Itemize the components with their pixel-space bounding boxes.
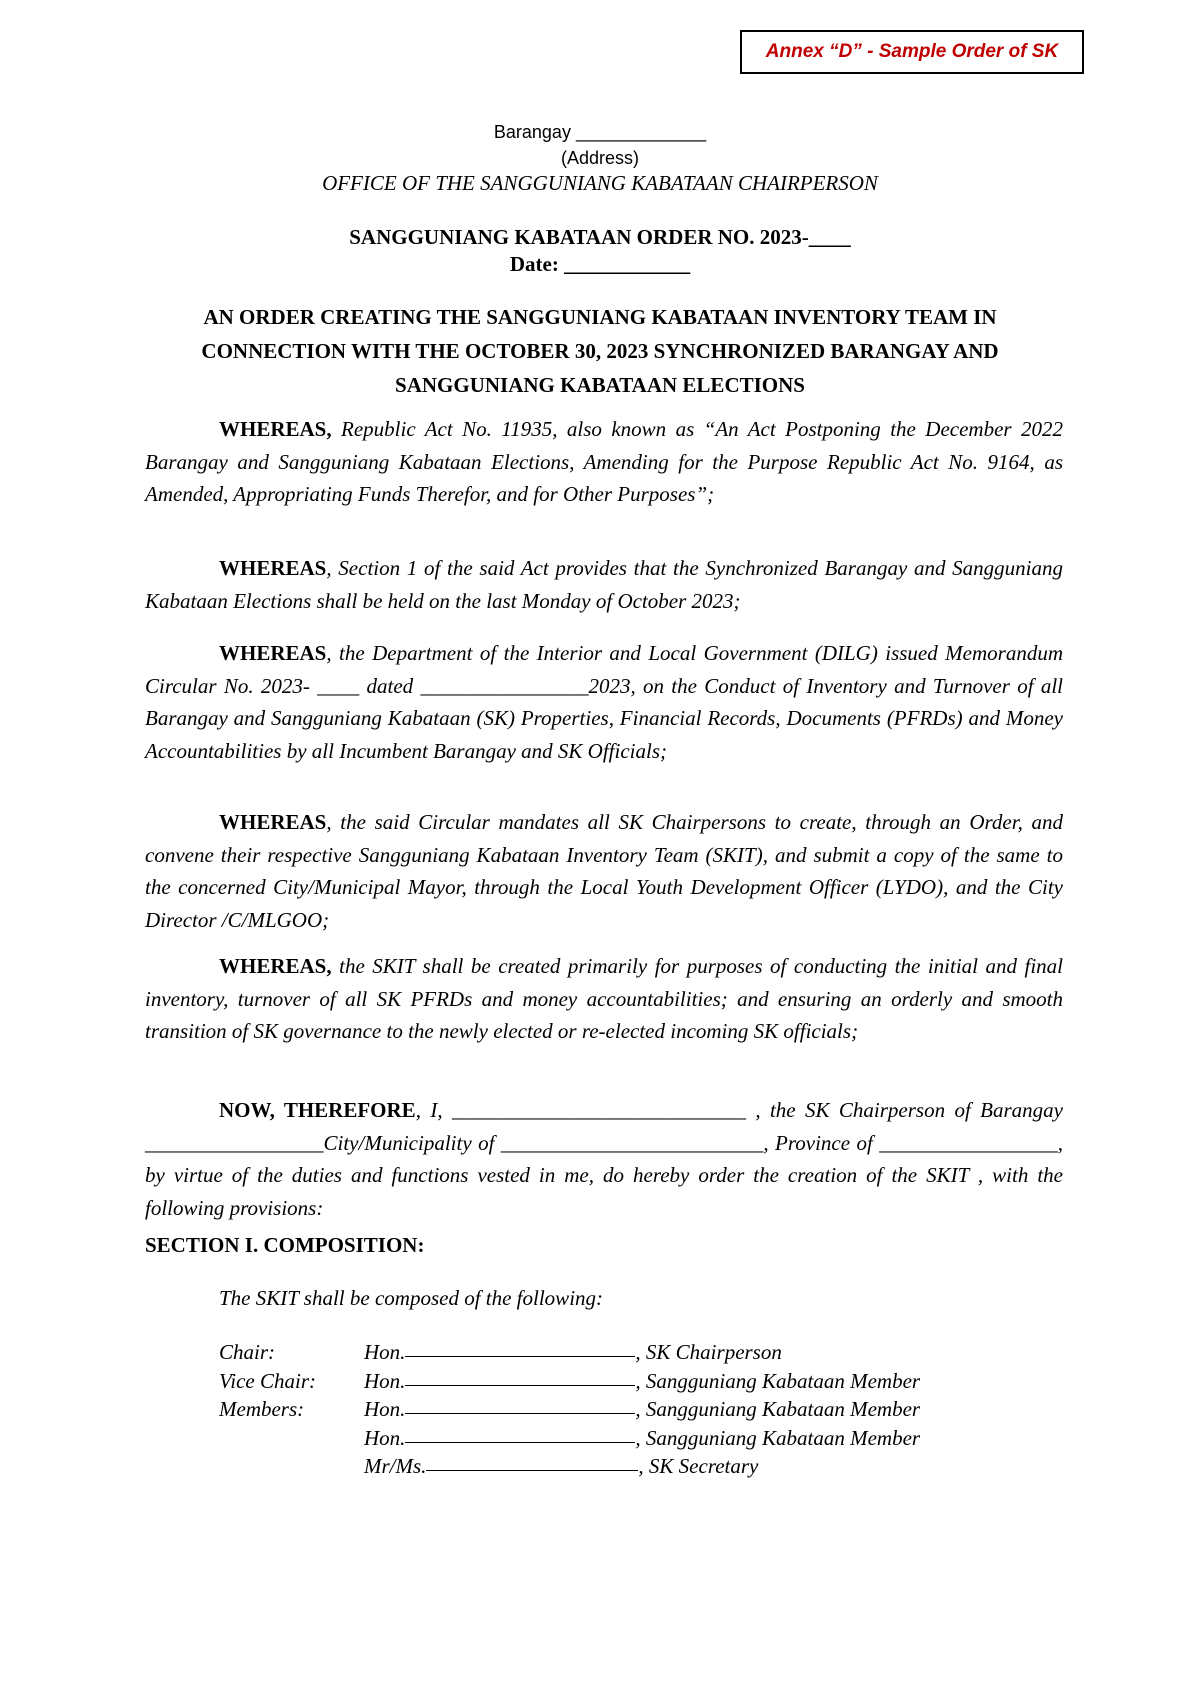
composition-list [219, 1338, 920, 1481]
whereas-text: , the Department of the Interior and Local Government (DILG) issued Memorandum Circular No. 2023- ____ dated ________________2023, on the Conduct of Inventory and Turnover of all Barangay and Sangguniang Kabataan (SK) Properties, Financial Records, Documents (PFRDs) and Money Accountabilities by all Incumbent Barangay and SK Officials; [145, 641, 1063, 763]
whereas-text: the SKIT shall be created primarily for purposes of conducting the initial and final inventory, turnover of all SK PFRDs and money accountabilities; and ensuring an orderly and smooth transition of SK governance to the newly elected or re-elected incoming SK officials; [145, 954, 1063, 1043]
name-blank [405, 1424, 635, 1443]
whereas-text: , Section 1 of the said Act provides that the Synchronized Barangay and Sangguniang Kabataan Elections shall be held on the last Monday of October 2023; [145, 556, 1063, 613]
now-therefore-text: , I, ____________________________ , the SK Chairperson of Barangay _________________City/Municipality of _________________________, Province of _________________, by virtue of the duties and functions vested in me, do hereby order the creation of the SKIT , with the following provisions: [145, 1098, 1063, 1220]
member-suffix: , Sangguniang Kabataan Member [635, 1368, 921, 1393]
name-blank [405, 1395, 635, 1414]
now-therefore-lead: NOW, THEREFORE [219, 1098, 416, 1122]
member-suffix: , Sangguniang Kabataan Member [635, 1397, 921, 1421]
annex-label: Annex “D” - Sample Order of SK [765, 41, 1059, 62]
order-number: SANGGUNIANG KABATAAN ORDER NO. 2023-____ [349, 225, 851, 249]
whereas-text: Republic Act No. 11935, also known as “An Act Postponing the December 2022 Barangay and Sangguniang Kabataan Elections, Amending for the Purpose Republic Act No. 9164, as Amended, Appropriating Funds Therefor, and for Other Purposes”; [145, 417, 1063, 506]
whereas-paragraph-1 [145, 413, 1063, 511]
barangay-line: Barangay _____________ [493, 122, 707, 142]
annex-label-box [740, 30, 1084, 74]
composition-row [219, 1367, 920, 1396]
office-heading: OFFICE OF THE SANGGUNIANG KABATAAN CHAIRPERSON [322, 171, 878, 195]
composition-row [219, 1338, 920, 1367]
member-prefix: Mr/Ms. [364, 1454, 427, 1478]
whereas-lead: WHEREAS [219, 641, 327, 665]
whereas-lead: WHEREAS, [219, 417, 332, 441]
composition-row [219, 1424, 920, 1453]
whereas-paragraph-4 [145, 806, 1063, 936]
name-blank [405, 1367, 635, 1386]
order-date: Date: ____________ [509, 252, 691, 276]
now-therefore-paragraph [145, 1094, 1063, 1224]
whereas-paragraph-2 [145, 552, 1063, 617]
member-role [219, 1452, 364, 1481]
member-role [219, 1424, 364, 1453]
whereas-lead: WHEREAS [219, 810, 327, 834]
whereas-lead: WHEREAS [219, 556, 327, 580]
composition-row [219, 1452, 920, 1481]
member-suffix: , Sangguniang Kabataan Member [635, 1425, 921, 1450]
section-1-heading: SECTION I. COMPOSITION: [145, 1233, 425, 1257]
member-prefix: Hon. [364, 1425, 406, 1450]
member-role: Members: [219, 1397, 305, 1421]
composition-intro: The SKIT shall be composed of the following: [219, 1286, 604, 1310]
address-line: (Address) [560, 148, 640, 168]
member-suffix: , SK Secretary [638, 1454, 759, 1478]
name-blank [405, 1338, 635, 1357]
whereas-lead: WHEREAS, [219, 954, 332, 978]
member-suffix: , SK Chairperson [635, 1340, 782, 1364]
member-prefix: Hon. [364, 1368, 406, 1393]
member-role: Chair: [219, 1340, 276, 1364]
member-role: Vice Chair: [219, 1368, 317, 1393]
name-blank [426, 1452, 638, 1471]
whereas-text: , the said Circular mandates all SK Chairpersons to create, through an Order, and convene their respective Sangguniang Kabataan Inventory Team (SKIT), and submit a copy of the same to the concerned City/Municipal Mayor, through the Local Youth Development Officer (LYDO), and the City Director /C/MLGOO; [145, 810, 1063, 932]
composition-row [219, 1395, 920, 1424]
member-prefix: Hon. [364, 1340, 406, 1364]
whereas-paragraph-3 [145, 637, 1063, 767]
order-title: AN ORDER CREATING THE SANGGUNIANG KABATAAN INVENTORY TEAM IN CONNECTION WITH THE OCTOBER 30, 2023 SYNCHRONIZED BARANGAY AND SANGGUNIANG KABATAAN ELECTIONS [201, 305, 999, 397]
member-prefix: Hon. [364, 1397, 406, 1421]
whereas-paragraph-5 [145, 950, 1063, 1048]
